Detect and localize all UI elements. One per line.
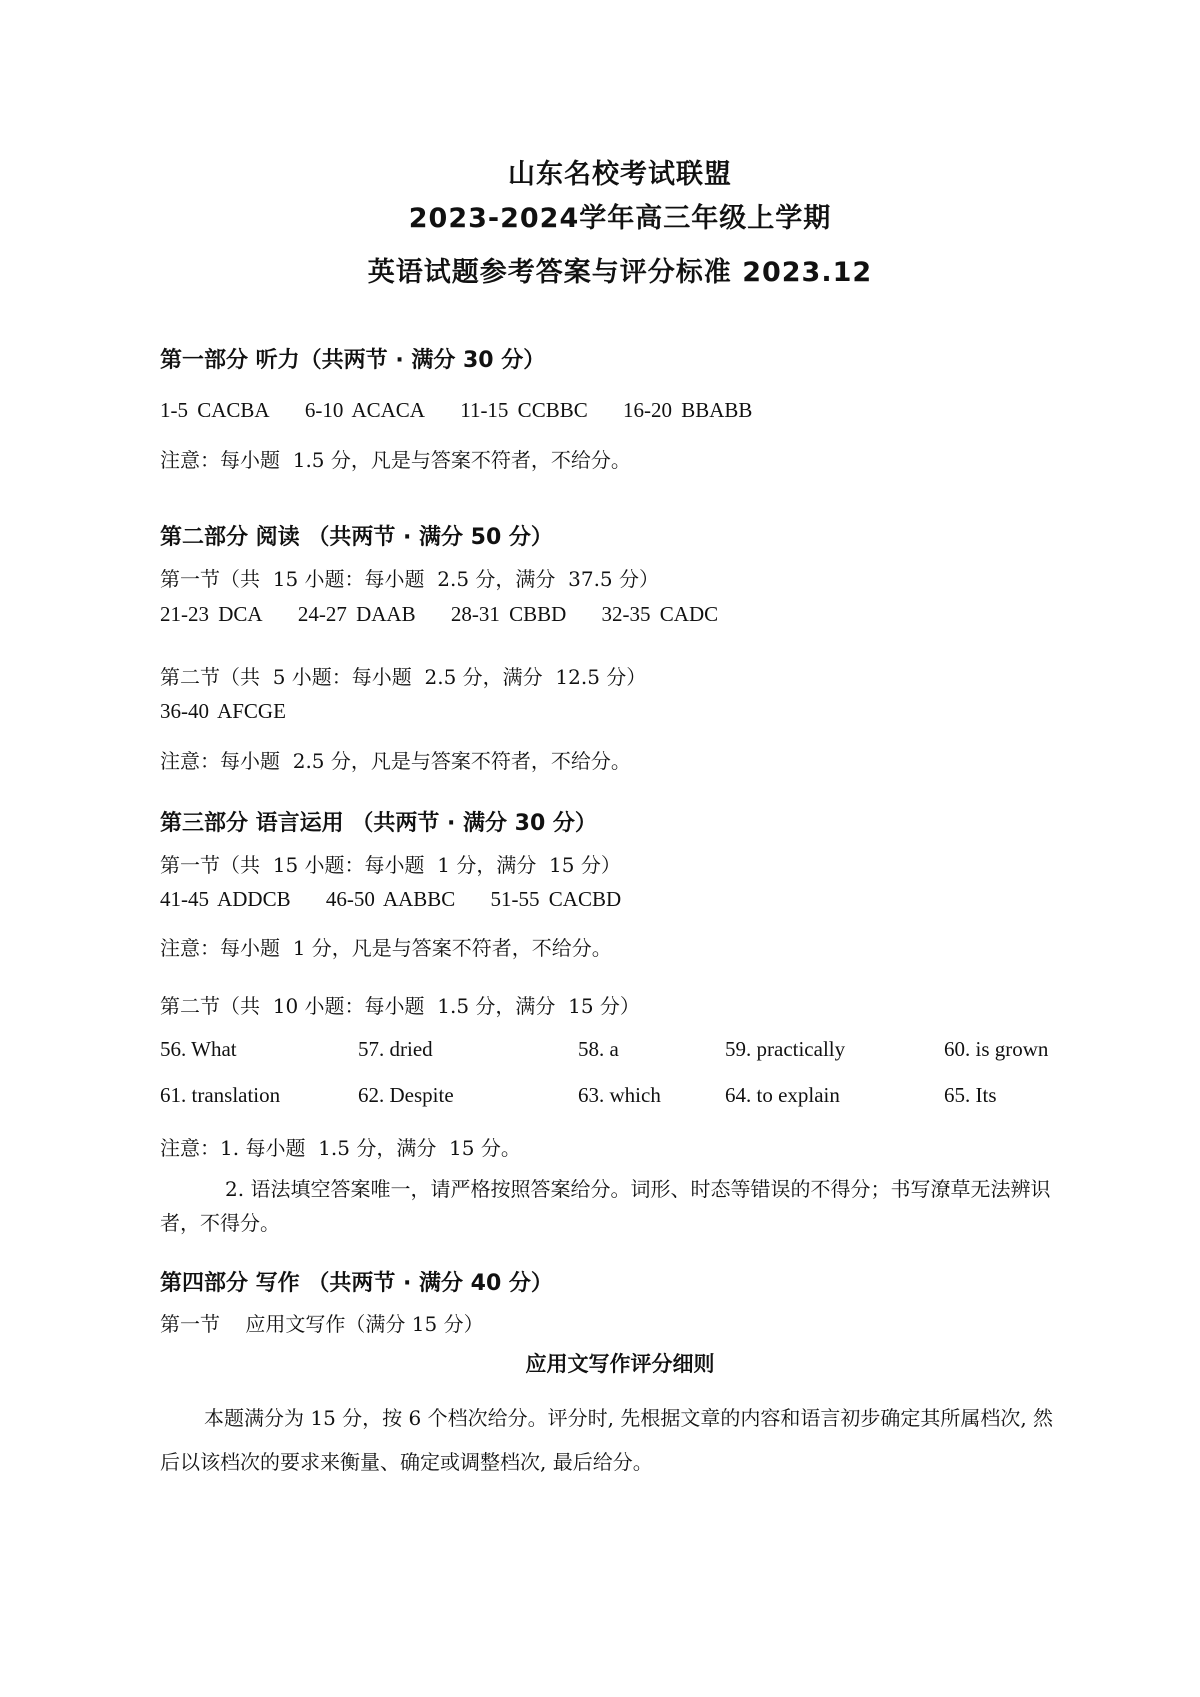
part1-note: 注意：每小题 1.5 分，凡是与答案不符者，不给分。 [160, 448, 631, 472]
answer-group: 28-31 CBBD [450, 602, 567, 626]
grid-cell: 61. translation [160, 1083, 281, 1107]
grid-cell: 58. a [578, 1037, 619, 1061]
part2-section2-label: 第二节（共 5 小题：每小题 2.5 分，满分 12.5 分） [160, 665, 647, 689]
rubric-text: 本题满分为 15 分，按 6 个档次给分。评分时, 先根据文章的内容和语言初步确定其所属档次, 然后以该档次的要求来衡量、确定或调整档次, 最后给分。 [160, 1406, 1054, 1474]
part3-note2: 2. 语法填空答案唯一，请严格按照答案给分。词形、时态等错误的不得分；书写潦草无法辨识者，不得分。 [160, 1177, 1051, 1235]
part2-heading: 第二部分 阅读 （共两节 · 满分 50 分） [160, 525, 553, 550]
part3-note1: 注意：1. 每小题 1.5 分，满分 15 分。 [160, 1136, 521, 1160]
part1-answers [160, 398, 778, 423]
school-year-title: 2023-2024学年高三年级上学期 [408, 203, 832, 234]
answer-group: 6-10 ACACA [304, 398, 425, 422]
answer-group: 32-35 CADC [601, 602, 719, 626]
answer-group: 1-5 CACBA [160, 398, 270, 422]
part4-section1-label: 第一节 应用文写作（满分 15 分） [160, 1312, 484, 1336]
part2-section2-answers: 36-40 AFCGE [160, 699, 286, 723]
part2-section1-answers [160, 602, 744, 627]
part3-section2-label: 第二节（共 10 小题：每小题 1.5 分，满分 15 分） [160, 994, 640, 1018]
grid-cell: 63. which [578, 1083, 661, 1107]
grid-cell: 60. is grown [944, 1037, 1049, 1061]
answer-group: 21-23 DCA [160, 602, 263, 626]
answer-group: 46-50 AABBC [325, 887, 456, 911]
rubric-title: 应用文写作评分细则 [525, 1352, 715, 1376]
part3-section1-answers [160, 887, 647, 912]
part1-heading: 第一部分 听力（共两节 · 满分 30 分） [160, 348, 546, 373]
answer-group: 41-45 ADDCB [160, 887, 291, 911]
part2-note: 注意：每小题 2.5 分，凡是与答案不符者，不给分。 [160, 749, 631, 773]
grid-cell: 56. What [160, 1037, 237, 1061]
answer-group: 16-20 BBABB [622, 398, 753, 422]
part3-section1-note: 注意：每小题 1 分，凡是与答案不符者，不给分。 [160, 936, 612, 960]
exam-union-title: 山东名校考试联盟 [508, 159, 732, 190]
grid-cell: 65. Its [944, 1083, 997, 1107]
answer-group: 24-27 DAAB [297, 602, 416, 626]
answer-group: 51-55 CACBD [490, 887, 622, 911]
part3-heading: 第三部分 语言运用 （共两节 · 满分 30 分） [160, 811, 597, 836]
document-title: 英语试题参考答案与评分标准 2023.12 [367, 257, 873, 288]
part4-heading: 第四部分 写作 （共两节 · 满分 40 分） [160, 1271, 553, 1296]
part2-section1-label: 第一节（共 15 小题：每小题 2.5 分，满分 37.5 分） [160, 567, 660, 591]
part3-section1-label: 第一节（共 15 小题：每小题 1 分，满分 15 分） [160, 853, 621, 877]
answer-group: 11-15 CCBBC [460, 398, 588, 422]
grid-cell: 64. to explain [725, 1083, 840, 1107]
grid-cell: 62. Despite [358, 1083, 454, 1107]
grid-cell: 57. dried [358, 1037, 433, 1061]
grid-cell: 59. practically [725, 1037, 846, 1061]
